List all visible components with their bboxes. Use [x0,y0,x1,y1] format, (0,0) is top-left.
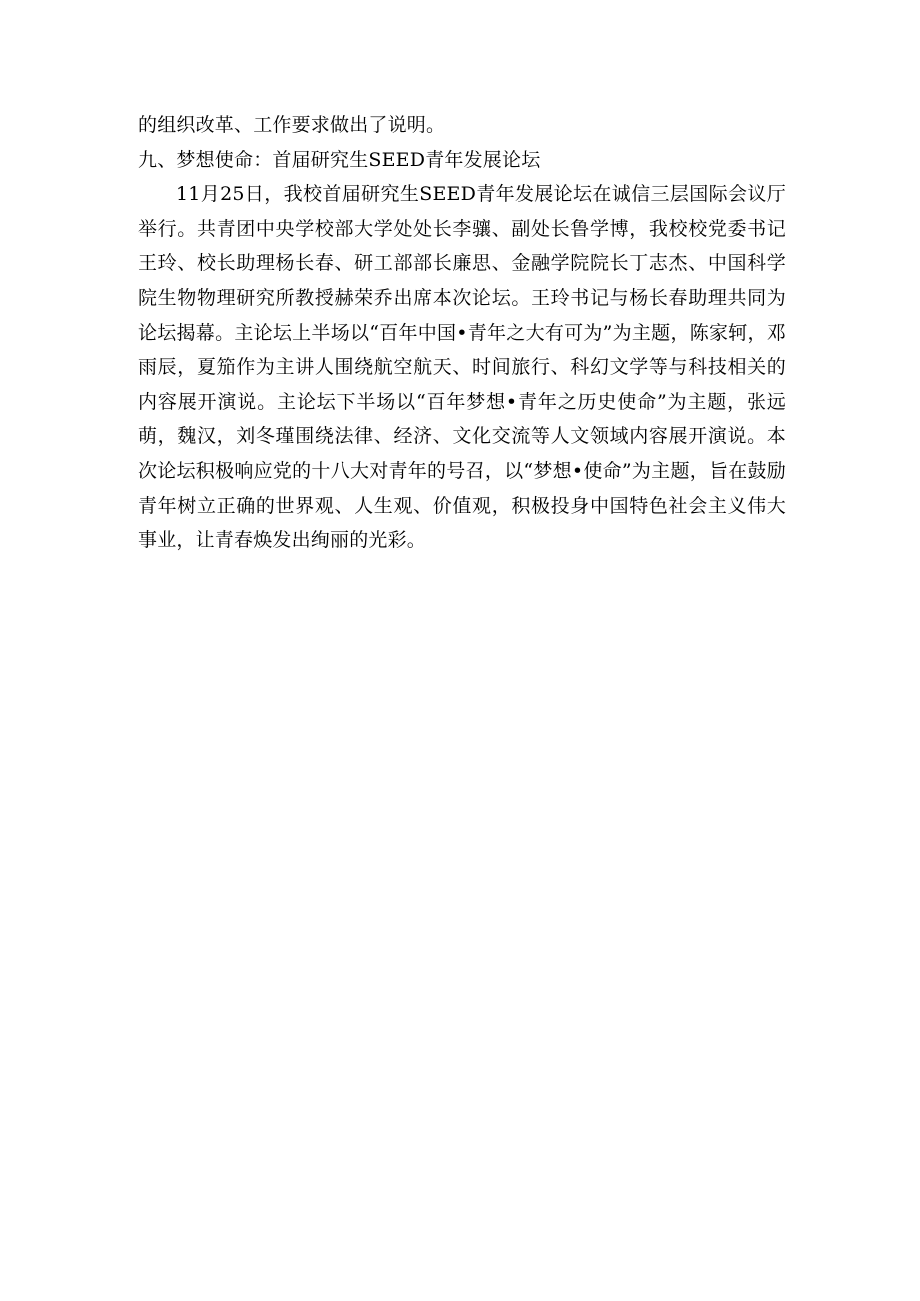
document-text-block [138,108,786,558]
continuation-line: 的组织改革、工作要求做出了说明。 [138,114,446,136]
section-heading: 九、梦想使命：首届研究生SEED青年发展论坛 [138,148,541,171]
body-paragraph: 11月25日，我校首届研究生SEED青年发展论坛在诚信三层国际会议厅举行。共青团中央学校部大学处处长李骧、副处长鲁学博，我校校党委书记王玲、校长助理杨长春、研工部部长廉思、金融学院院长丁志杰、中国科学院生物物理研究所教授赫荣乔出席本次论坛。王玲书记与杨长春助理共同为论坛揭幕。主论坛上半场以“百年中国•青年之大有可为”为主题，陈家轲，邓雨辰，夏笳作为主讲人围绕航空航天、时间旅行、科幻文学等与科技相关的内容展开演说。主论坛下半场以“百年梦想•青年之历史使命”为主题，张远萌，魏汉，刘冬瑾围绕法律、经济、文化交流等人文领域内容展开演说。本次论坛积极响应党的十八大对青年的号召，以“梦想•使命”为主题，旨在鼓励青年树立正确的世界观、人生观、价值观，积极投身中国特色社会主义伟大事业，让青春焕发出绚丽的光彩。 [138,183,786,552]
